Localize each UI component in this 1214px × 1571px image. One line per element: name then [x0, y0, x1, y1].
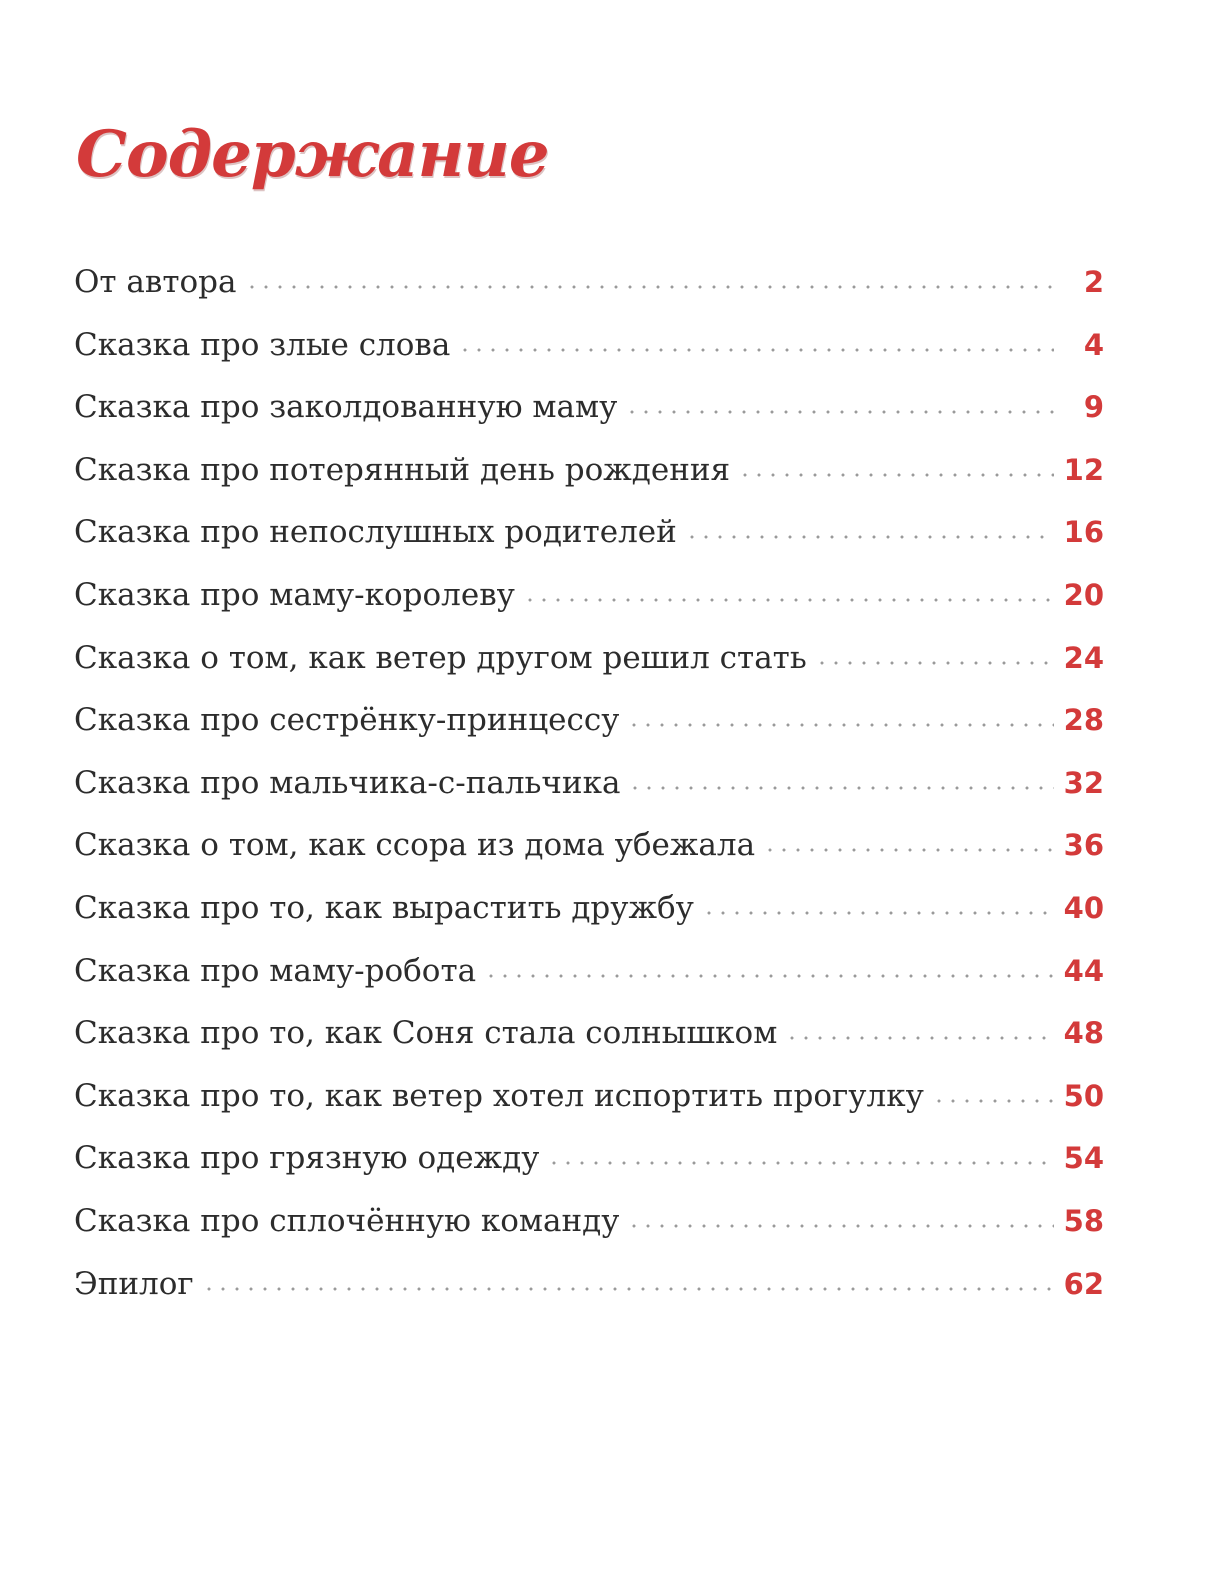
toc-entry: [74, 577, 1104, 640]
toc-leader-dots: [932, 1096, 1054, 1106]
toc-entry-title: Сказка о том, как ветер другом решил стать: [74, 639, 807, 676]
toc-entry: [74, 1140, 1104, 1203]
toc-entry-page: 4: [1083, 327, 1104, 362]
toc-entry-title: Сказка про то, как ветер хотел испортить прогулку: [74, 1077, 924, 1114]
toc-leader-dots: [484, 971, 1054, 981]
toc-leader-dots: [685, 532, 1054, 542]
toc-entry: [74, 890, 1104, 953]
toc-entry-page: 40: [1063, 890, 1104, 925]
toc-entry-page: 2: [1083, 265, 1104, 299]
toc-leader-dots: [815, 658, 1054, 668]
table-of-contents: [74, 264, 1104, 1328]
toc-entry: [74, 389, 1104, 452]
toc-leader-dots: [627, 1221, 1053, 1231]
toc-leader-dots: [245, 282, 1055, 292]
toc-entry-title: Сказка про злые слова: [74, 326, 451, 363]
toc-entry-page: 28: [1063, 703, 1104, 738]
toc-entry-title: Сказка про маму-королеву: [74, 576, 515, 613]
toc-entry-page: 16: [1063, 515, 1104, 550]
toc-leader-dots: [627, 720, 1053, 730]
toc-entry-page: 36: [1063, 828, 1104, 863]
toc-entry-title: Сказка про грязную одежду: [74, 1140, 540, 1177]
toc-leader-dots: [702, 908, 1054, 918]
toc-entry-title: Сказка про заколдованную маму: [74, 389, 618, 426]
toc-entry: [74, 1078, 1104, 1141]
toc-leader-dots: [523, 595, 1054, 605]
toc-entry: [74, 327, 1104, 390]
toc-entry-title: Сказка про маму-робота: [74, 952, 477, 989]
toc-entry: [74, 1015, 1104, 1078]
toc-leader-dots: [547, 1158, 1053, 1168]
toc-entry-title: Сказка про потерянный день рождения: [74, 451, 731, 488]
toc-leader-dots: [625, 407, 1054, 417]
toc-entry-page: 12: [1063, 452, 1104, 487]
toc-entry: [74, 1203, 1104, 1266]
toc-entry-title: Сказка про то, как Соня стала солнышком: [74, 1015, 778, 1052]
toc-entry: [74, 452, 1104, 515]
toc-entry-page: 32: [1063, 765, 1104, 800]
toc-leader-dots: [202, 1284, 1054, 1294]
toc-leader-dots: [738, 470, 1054, 480]
toc-entry-title: Сказка про сплочённую команду: [74, 1202, 620, 1239]
toc-leader-dots: [785, 1033, 1053, 1043]
toc-entry-title: Сказка про мальчика-с-пальчика: [74, 764, 621, 801]
toc-entry: [74, 702, 1104, 765]
toc-entry-page: 54: [1063, 1141, 1104, 1176]
page-title: Содержание: [76, 117, 549, 192]
toc-entry-page: 9: [1083, 390, 1104, 425]
toc-entry-title: Сказка про непослушных родителей: [74, 514, 677, 551]
toc-leader-dots: [628, 783, 1053, 793]
toc-entry-page: 24: [1063, 640, 1104, 675]
toc-entry-page: 44: [1063, 953, 1104, 988]
toc-leader-dots: [763, 845, 1054, 855]
toc-entry: [74, 827, 1104, 890]
toc-entry-page: 20: [1063, 577, 1104, 612]
toc-entry: [74, 953, 1104, 1016]
toc-entry-title: От автора: [74, 264, 237, 300]
toc-entry-page: 48: [1063, 1016, 1104, 1051]
toc-entry-page: 50: [1063, 1078, 1104, 1113]
toc-entry: [74, 765, 1104, 828]
toc-entry: [74, 1266, 1104, 1329]
toc-entry-title: Сказка про то, как вырастить дружбу: [74, 889, 694, 926]
toc-entry-page: 62: [1063, 1266, 1104, 1301]
toc-leader-dots: [458, 345, 1054, 355]
toc-entry: [74, 514, 1104, 577]
toc-entry: [74, 640, 1104, 703]
toc-entry-title: Эпилог: [74, 1265, 194, 1302]
toc-entry-page: 58: [1063, 1203, 1104, 1238]
toc-entry: [74, 264, 1104, 327]
toc-entry-title: Сказка о том, как ссора из дома убежала: [74, 827, 756, 864]
toc-entry-title: Сказка про сестрёнку-принцессу: [74, 702, 620, 739]
